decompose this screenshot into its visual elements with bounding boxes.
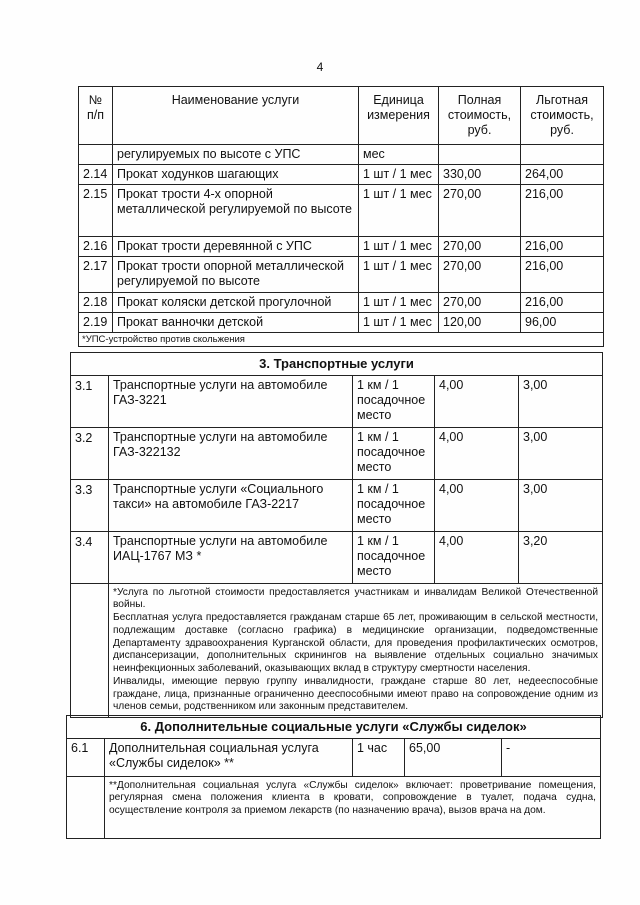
- cell-num: 2.18: [79, 293, 113, 313]
- cell-empty: [71, 583, 109, 718]
- cell-name: Транспортные услуги на автомобиле ИАЦ-1767 МЗ *: [109, 531, 353, 583]
- header-num: № п/п: [79, 87, 113, 145]
- cell-unit: 1 час: [353, 738, 405, 776]
- cell-full: 270,00: [439, 257, 521, 293]
- cell-unit: 1 шт / 1 мес: [359, 293, 439, 313]
- footnote-row: [67, 776, 601, 838]
- cell-name: Дополнительная социальная услуга «Службы сиделок» **: [105, 738, 353, 776]
- cell-num: 2.16: [79, 237, 113, 257]
- table-row: [79, 185, 604, 237]
- cell-full: 120,00: [439, 313, 521, 333]
- cell-full: 4,00: [435, 479, 519, 531]
- footnote-paragraph: *Услуга по льготной стоимости предоставляется участникам и инвалидам Великой Отечественной войны.: [113, 586, 599, 611]
- cell-unit: 1 км / 1 посадочное место: [353, 427, 435, 479]
- cell-full: 270,00: [439, 293, 521, 313]
- cell-discount: 216,00: [521, 293, 604, 313]
- table-row: [79, 293, 604, 313]
- cell-num: [79, 145, 113, 165]
- table-row: [79, 145, 604, 165]
- cell-num: 2.15: [79, 185, 113, 237]
- table-row: [67, 738, 601, 776]
- cell-full: 270,00: [439, 185, 521, 237]
- cell-discount: 216,00: [521, 185, 604, 237]
- table-row: [79, 313, 604, 333]
- cell-unit: мес: [359, 145, 439, 165]
- cell-name: Прокат трости деревянной с УПС: [113, 237, 359, 257]
- footnote-paragraph: Бесплатная услуга предоставляется гражданам старше 65 лет, проживающим в сельской местности, подлежащим доставке (согласно графика) в медицинские организации, подведомственные Департаменту здравоохранения Курганской области, для проведения профилактических осмотров, диспансеризации, дополнительных скринингов на выявление отдельных социально значимых неинфекционных заболеваний, оказывающих вклад в структуру смертности населения.: [113, 612, 599, 675]
- cell-name: Прокат ванночки детской: [113, 313, 359, 333]
- cell-name: Транспортные услуги на автомобиле ГАЗ-3221: [109, 375, 353, 427]
- header-name: Наименование услуги: [113, 87, 359, 145]
- cell-discount: 216,00: [521, 237, 604, 257]
- cell-unit: 1 шт / 1 мес: [359, 165, 439, 185]
- note-row: [79, 333, 604, 347]
- table-row: [79, 237, 604, 257]
- transport-footnote: [109, 583, 603, 718]
- section-title-row: [67, 716, 601, 739]
- caregiver-services-table: [66, 715, 601, 839]
- header-unit: Единица измерения: [359, 87, 439, 145]
- cell-unit: 1 шт / 1 мес: [359, 313, 439, 333]
- caregiver-footnote: **Дополнительная социальная услуга «Службы сиделок» включает: проветривание помещения, регулярная смена положения клиента в кровати, сопровождение в туалет, подача судна, осуществление контроля за приемом лекарств (по назначению врача), вызов врача на дом.: [105, 776, 601, 838]
- cell-discount: -: [502, 738, 601, 776]
- cell-num: 6.1: [67, 738, 105, 776]
- table-row: [71, 479, 603, 531]
- section-6-title: 6. Дополнительные социальные услуги «Службы сиделок»: [67, 716, 601, 739]
- cell-name: Прокат коляски детской прогулочной: [113, 293, 359, 313]
- cell-unit: 1 шт / 1 мес: [359, 237, 439, 257]
- cell-full: 4,00: [435, 531, 519, 583]
- cell-name: Транспортные услуги «Социального такси» на автомобиле ГАЗ-2217: [109, 479, 353, 531]
- cell-num: 3.2: [71, 427, 109, 479]
- cell-discount: 3,00: [519, 427, 603, 479]
- table-row: [79, 165, 604, 185]
- cell-name: Транспортные услуги на автомобиле ГАЗ-322132: [109, 427, 353, 479]
- cell-unit: 1 км / 1 посадочное место: [353, 375, 435, 427]
- cell-name: Прокат трости опорной металлической регулируемой по высоте: [113, 257, 359, 293]
- cell-name: Прокат трости 4-х опорной металлической регулируемой по высоте: [113, 185, 359, 237]
- footnote-row: [71, 583, 603, 718]
- transport-services-table: [70, 352, 603, 718]
- cell-unit: 1 км / 1 посадочное место: [353, 531, 435, 583]
- page-number: 4: [316, 60, 324, 74]
- cell-empty: [67, 776, 105, 838]
- cell-discount: 3,00: [519, 375, 603, 427]
- cell-num: 2.19: [79, 313, 113, 333]
- cell-full: 65,00: [405, 738, 502, 776]
- cell-name: Прокат ходунков шагающих: [113, 165, 359, 185]
- cell-discount: 264,00: [521, 165, 604, 185]
- cell-full: 270,00: [439, 237, 521, 257]
- cell-unit: 1 км / 1 посадочное место: [353, 479, 435, 531]
- table-row: [71, 427, 603, 479]
- section-title-row: [71, 353, 603, 376]
- cell-discount: 216,00: [521, 257, 604, 293]
- cell-num: 3.3: [71, 479, 109, 531]
- cell-full: 330,00: [439, 165, 521, 185]
- cell-name: регулируемых по высоте с УПС: [113, 145, 359, 165]
- cell-full: 4,00: [435, 375, 519, 427]
- table-row: [79, 257, 604, 293]
- rental-services-table: [78, 86, 604, 347]
- cell-num: 3.4: [71, 531, 109, 583]
- cell-discount: 96,00: [521, 313, 604, 333]
- cell-full: 4,00: [435, 427, 519, 479]
- table-row: [71, 375, 603, 427]
- footnote-paragraph: Инвалиды, имеющие первую группу инвалидности, граждане старше 80 лет, недееспособные граждане, лица, признанные ограниченно дееспособными имеют право на сопровождение одним из членов семьи, родственником или законным представителем.: [113, 675, 599, 713]
- cell-discount: 3,20: [519, 531, 603, 583]
- cell-unit: 1 шт / 1 мес: [359, 185, 439, 237]
- header-discount-price: Льготная стоимость, руб.: [521, 87, 604, 145]
- cell-discount: 3,00: [519, 479, 603, 531]
- cell-unit: 1 шт / 1 мес: [359, 257, 439, 293]
- section-3-title: 3. Транспортные услуги: [71, 353, 603, 376]
- table-row: [71, 531, 603, 583]
- cell-num: 3.1: [71, 375, 109, 427]
- table-header-row: [79, 87, 604, 145]
- cell-num: 2.14: [79, 165, 113, 185]
- ups-note: *УПС-устройство против скольжения: [79, 333, 604, 347]
- cell-discount: [521, 145, 604, 165]
- header-full-price: Полная стоимость, руб.: [439, 87, 521, 145]
- cell-num: 2.17: [79, 257, 113, 293]
- cell-full: [439, 145, 521, 165]
